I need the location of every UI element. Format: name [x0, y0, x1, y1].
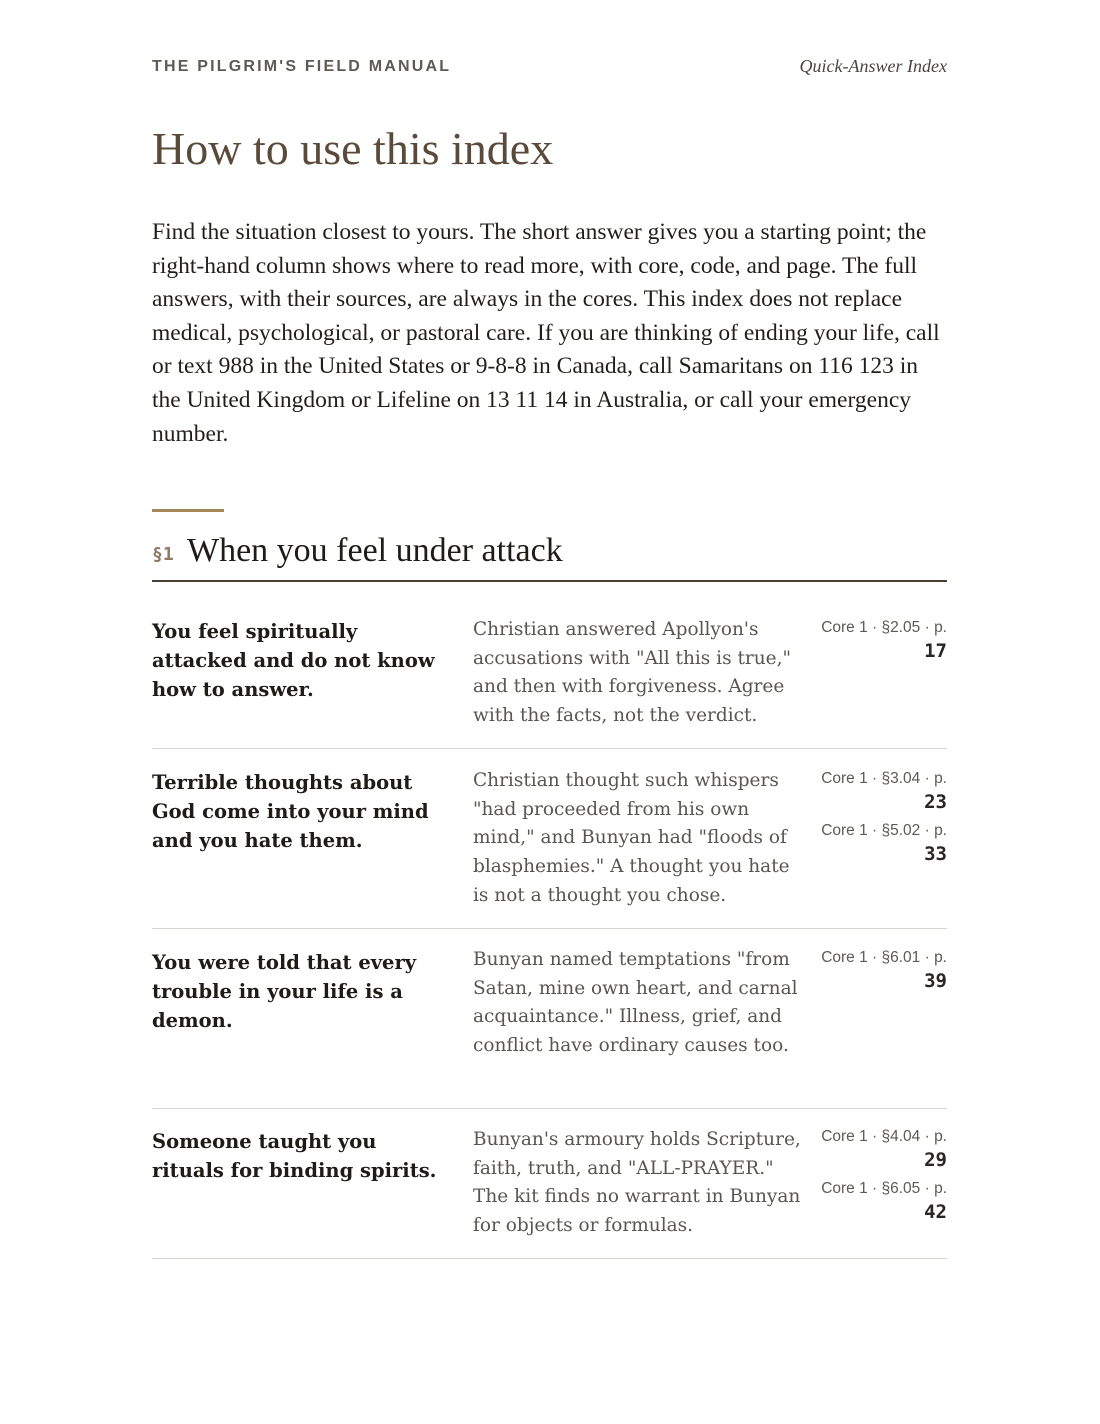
- entry-answer: Christian answered Apollyon's accusations with "All this is true," and then with forgiveness. Agree with the facts, not the verdict.: [473, 619, 791, 727]
- section-title: When you feel under attack: [187, 532, 563, 569]
- index-entry: [152, 582, 947, 749]
- reference: [797, 1127, 947, 1173]
- section-number: §1: [152, 544, 174, 565]
- entry-references: [797, 1127, 947, 1231]
- reference: [797, 1179, 947, 1225]
- entry-question: You were told that every trouble in your life is a demon.: [152, 951, 417, 1032]
- reference: [797, 821, 947, 867]
- reference-label: Core 1 · §6.05 · p.: [821, 1180, 947, 1197]
- reference-label: Core 1 · §2.05 · p.: [821, 619, 947, 636]
- reference-page: 17: [924, 640, 947, 662]
- reference-page: 23: [924, 791, 947, 813]
- entry-answer: Bunyan's armoury holds Scripture, faith, truth, and "ALL-PRAYER." The kit finds no warrant in Bunyan for objects or formulas.: [473, 1129, 801, 1237]
- reference-page: 33: [924, 843, 947, 865]
- running-header: [152, 56, 947, 80]
- reference-label: Core 1 · §4.04 · p.: [821, 1128, 947, 1145]
- reference-page: 29: [924, 1149, 947, 1171]
- index-entry: [152, 1108, 947, 1259]
- reference: [797, 769, 947, 815]
- reference-label: Core 1 · §3.04 · p.: [821, 770, 947, 787]
- running-section: Quick-Answer Index: [799, 56, 947, 76]
- entry-references: [797, 769, 947, 873]
- entry-question: Terrible thoughts about God come into your mind and you hate them.: [152, 771, 429, 852]
- reference: [797, 948, 947, 994]
- entry-question: You feel spiritually attacked and do not know how to answer.: [152, 620, 435, 701]
- running-title: THE PILGRIM'S FIELD MANUAL: [152, 58, 452, 75]
- page-title: How to use this index: [152, 123, 554, 174]
- entry-references: [797, 618, 947, 670]
- entry-question: Someone taught you rituals for binding spirits.: [152, 1130, 437, 1182]
- intro-paragraph: Find the situation closest to yours. The short answer gives you a starting point; the right-hand column shows where to read more, with core, code, and page. The full answers, with their sources, are always in the cores. This index does not replace medical, psychological, or pastoral care. If you are thinking of ending your life, call or text 988 in the United States or 9-8-8 in Canada, call Samaritans on 116 123 in the United Kingdom or Lifeline on 13 11 14 in Australia, or call your emergency number.: [152, 219, 940, 447]
- entry-references: [797, 948, 947, 1000]
- entry-answer: Christian thought such whispers "had proceeded from his own mind," and Bunyan had "floods of blasphemies." A thought you hate is not a thought you chose.: [473, 770, 790, 906]
- reference-page: 39: [924, 970, 947, 992]
- section-accent-rule: [152, 509, 224, 512]
- reference: [797, 618, 947, 664]
- section-heading: [152, 532, 947, 582]
- reference-page: 42: [924, 1201, 947, 1223]
- reference-label: Core 1 · §5.02 · p.: [821, 822, 947, 839]
- reference-label: Core 1 · §6.01 · p.: [821, 949, 947, 966]
- entry-answer: Bunyan named temptations "from Satan, mine own heart, and carnal acquaintance." Illness, grief, and conflict have ordinary causes too.: [473, 949, 798, 1057]
- index-entry: [152, 748, 947, 929]
- index-entry: [152, 928, 947, 1109]
